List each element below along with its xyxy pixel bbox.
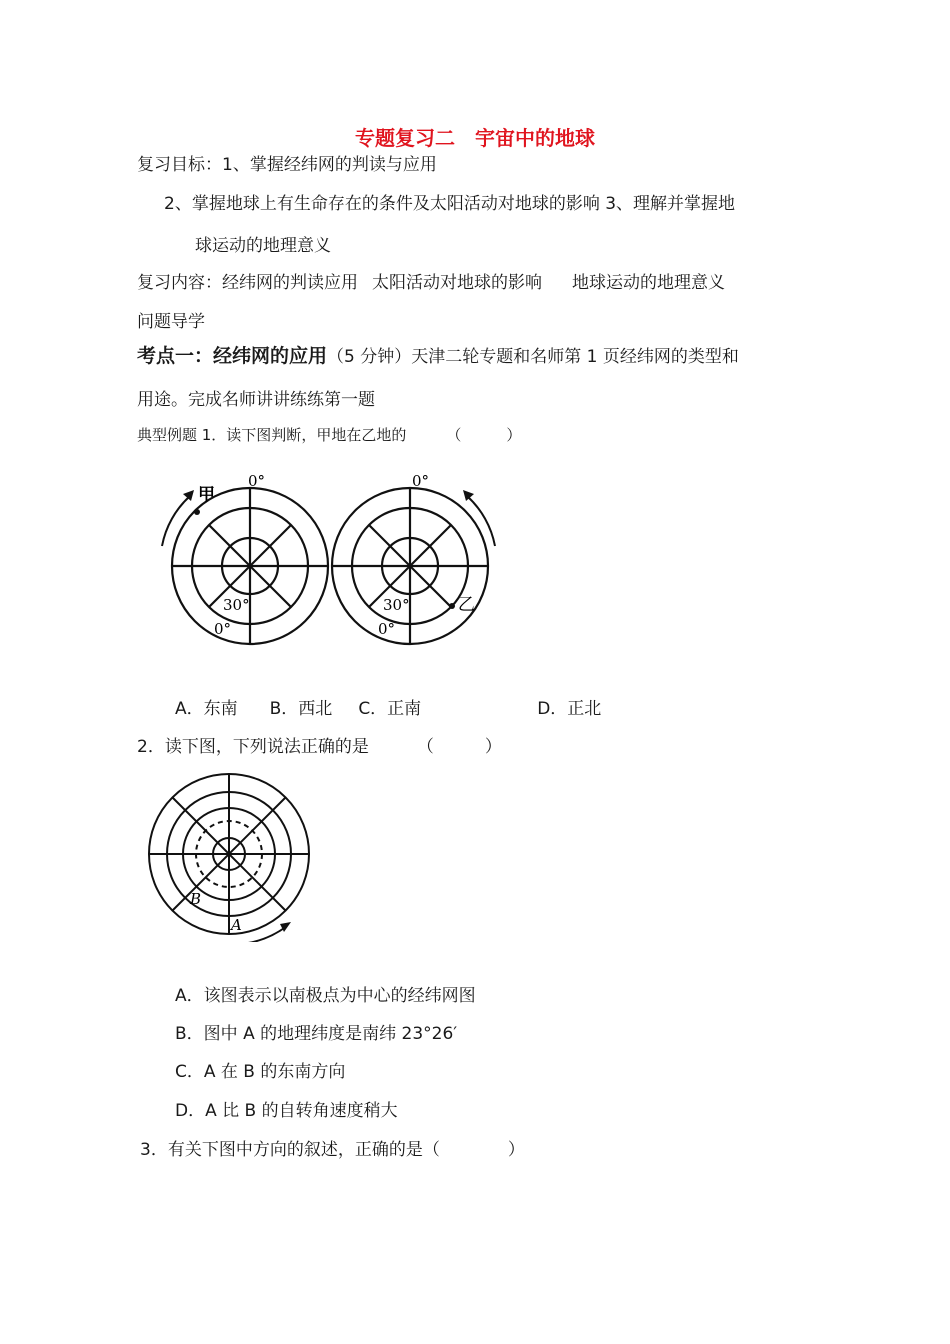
q3-text: 3．有关下图中方向的叙述，正确的是 <box>140 1140 423 1160</box>
section-1-line-2: 用途。完成名师讲讲练练第一题 <box>137 390 375 410</box>
content-item-3: 地球运动的地理意义 <box>572 273 725 293</box>
q2-option-c: C．A 在 B 的东南方向 <box>175 1062 346 1082</box>
point-yi-marker <box>449 603 455 609</box>
example-1-figure <box>150 460 510 660</box>
example-1-stem <box>137 424 521 445</box>
q2-option-a: A．该图表示以南极点为中心的经纬网图 <box>175 986 476 1006</box>
section-1-heading <box>137 341 739 368</box>
right-top-label: 0° <box>412 472 430 490</box>
q2-figure <box>145 772 315 942</box>
option-d: D．正北 <box>537 699 602 719</box>
goals-line-3: 球运动的地理意义 <box>195 236 331 256</box>
right-graticule <box>332 488 495 644</box>
content-line <box>137 268 725 293</box>
q2-option-b: B．图中 A 的地理纬度是南纬 23°26′ <box>175 1024 458 1044</box>
left-lat-label: 30° <box>223 596 250 614</box>
q3-stem <box>140 1135 525 1160</box>
point-jia-marker <box>194 509 200 515</box>
option-a: A．东南 <box>175 699 238 719</box>
right-lat-label: 30° <box>383 596 410 614</box>
content-label: 复习内容： <box>137 273 222 293</box>
example-1-bracket: （ ） <box>446 426 522 444</box>
left-graticule <box>162 488 328 644</box>
q2-option-d: D．A 比 B 的自转角速度稍大 <box>175 1101 398 1121</box>
example-1-options <box>175 694 601 719</box>
q3-bracket: （ ） <box>422 1140 525 1160</box>
q2-bracket: （ ） <box>416 737 502 757</box>
guide-label: 问题导学 <box>137 312 205 332</box>
goals-line-2: 2、掌握地球上有生命存在的条件及太阳活动对地球的影响 3、理解并掌握地 <box>164 194 736 214</box>
left-point-label: 甲 <box>198 485 215 505</box>
goals-line-1: 复习目标：1、掌握经纬网的判读与应用 <box>137 155 437 175</box>
example-1-text: 典型例题 1．读下图判断，甲地在乙地的 <box>137 426 407 444</box>
right-bottom-label: 0° <box>378 620 396 638</box>
right-point-label: 乙 <box>458 595 475 615</box>
left-bottom-label: 0° <box>214 620 232 638</box>
option-b: B．西北 <box>269 699 333 719</box>
q2-text: 2．读下图，下列说法正确的是 <box>137 737 369 757</box>
content-item-1: 经纬网的判读应用 <box>222 273 358 293</box>
q2-label-a: A <box>231 916 242 934</box>
option-c: C．正南 <box>358 699 422 719</box>
section-1-rest: （5 分钟）天津二轮专题和名师第 1 页经纬网的类型和 <box>327 347 739 367</box>
left-top-label: 0° <box>248 472 266 490</box>
q2-label-b: B <box>190 890 202 908</box>
q2-stem <box>137 732 502 757</box>
content-item-2: 太阳活动对地球的影响 <box>372 273 542 293</box>
page-title: 专题复习二 宇宙中的地球 <box>355 126 595 150</box>
section-1-title: 考点一：经纬网的应用 <box>137 345 328 367</box>
q2-graticule <box>149 774 309 942</box>
